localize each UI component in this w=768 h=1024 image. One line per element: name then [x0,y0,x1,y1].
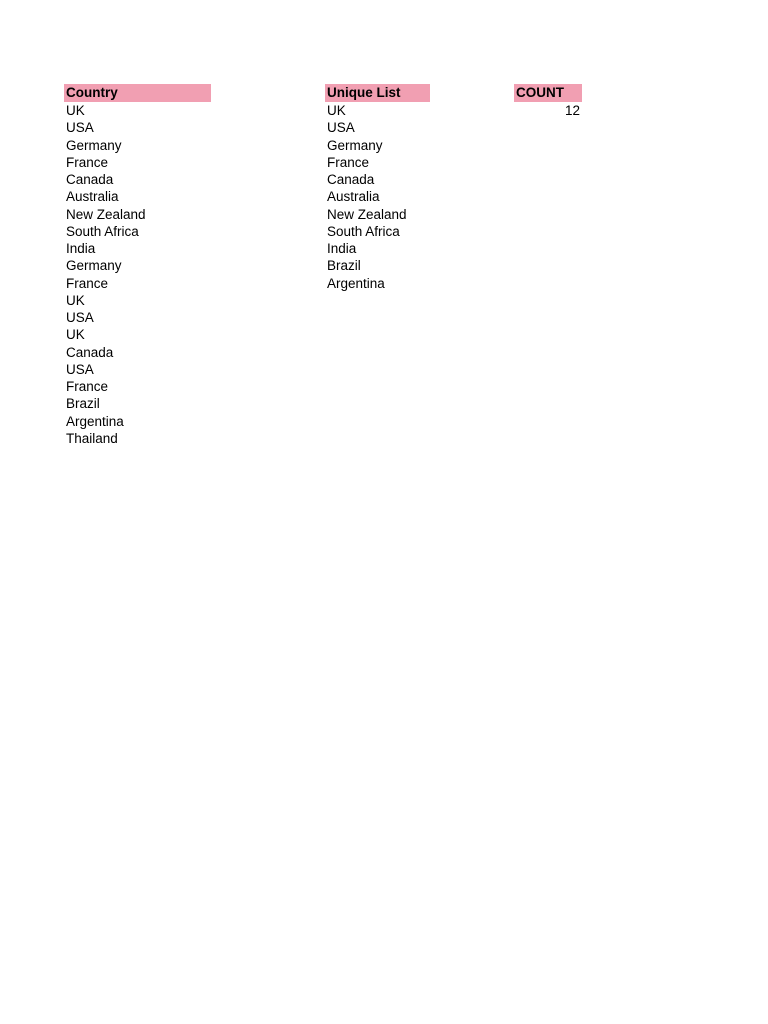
unique-list-cell[interactable]: Germany [327,137,383,153]
unique-list-cell[interactable]: New Zealand [327,206,407,222]
unique-list-cell[interactable]: Australia [327,189,380,205]
count-header[interactable]: COUNT [514,84,582,102]
country-cell[interactable]: UK [66,103,85,118]
country-cell[interactable]: USA [66,120,94,136]
country-cell[interactable]: Germany [66,258,122,274]
country-cell[interactable]: Australia [66,189,119,205]
country-cell[interactable]: Canada [66,344,114,360]
country-cell[interactable]: USA [66,310,94,325]
country-cell[interactable]: France [66,379,109,394]
count-value-cell[interactable]: 12 [564,103,580,118]
unique-list-cell[interactable]: France [327,154,370,170]
country-cell[interactable]: New Zealand [66,206,146,222]
unique-list-header[interactable]: Unique List [325,84,430,102]
country-column [64,84,211,447]
country-cell[interactable]: Germany [66,137,122,153]
country-header[interactable]: Country [64,84,211,102]
country-cell[interactable]: Brazil [66,396,100,412]
country-cells [64,102,211,447]
country-cell[interactable]: UK [66,327,85,343]
unique-list-cell[interactable]: Argentina [327,275,385,291]
country-cell[interactable]: UK [66,292,85,308]
unique-list-cell[interactable]: Brazil [327,258,361,274]
count-column [514,84,582,119]
unique-list-cell[interactable]: India [327,241,357,256]
country-cell[interactable]: France [66,275,109,291]
unique-list-column [325,84,430,292]
unique-list-cells [325,102,430,292]
country-cell[interactable]: India [66,241,96,256]
country-cell[interactable]: South Africa [66,223,139,239]
country-cell[interactable]: France [66,154,109,170]
unique-list-cell[interactable]: USA [327,120,355,136]
unique-list-cell[interactable]: Canada [327,172,375,187]
country-cell[interactable]: Thailand [66,430,118,446]
country-cell[interactable]: USA [66,361,94,377]
unique-list-cell[interactable]: South Africa [327,223,400,239]
unique-list-cell[interactable]: UK [327,103,346,118]
country-cell[interactable]: Canada [66,172,114,187]
country-cell[interactable]: Argentina [66,413,124,429]
